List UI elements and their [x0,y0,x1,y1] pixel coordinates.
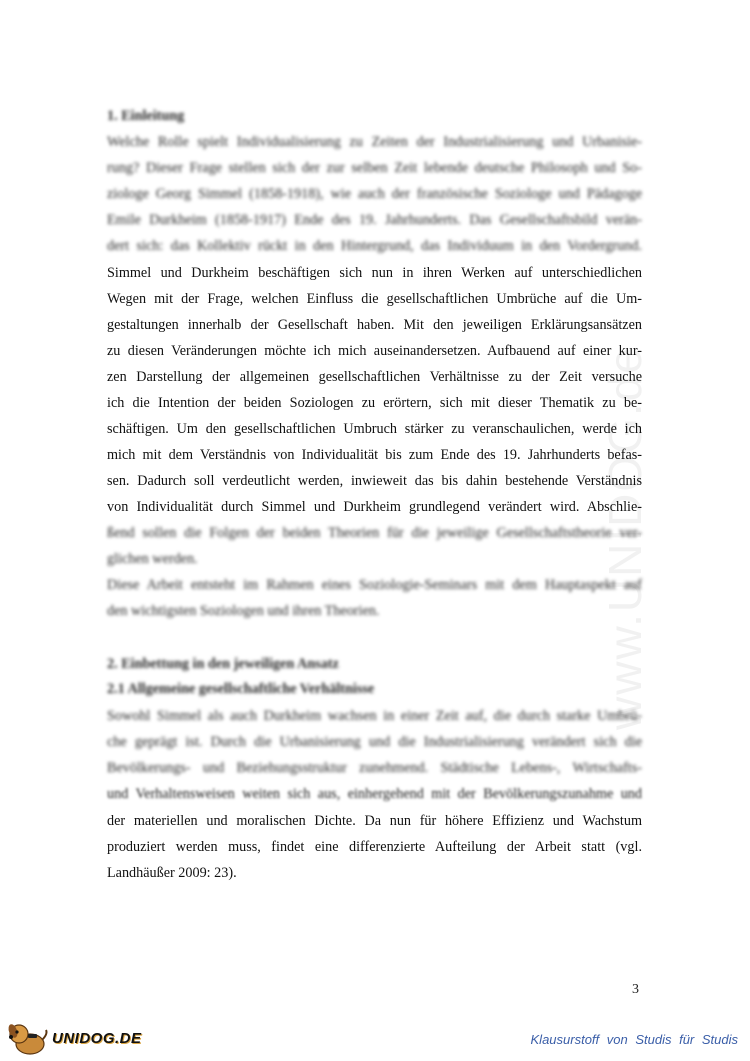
paragraph-line: rung? Dieser Frage stellen sich der zur selben Zeit lebende deutsche Philosoph und So- [107,160,642,176]
paragraph-line: Emile Durkheim (1858-1917) Ende des 19. Jahrhunderts. Das Gesellschaftsbild verän- [107,212,642,228]
paragraph-line: sen. Dadurch soll verdeutlicht werden, inwieweit das bis dahin bestehende Verständnis [107,473,642,489]
section-2-heading: 2. Einbettung in den jeweiligen Ansatz [107,656,339,672]
unidog-logo[interactable] [6,1022,142,1054]
paragraph-line: schäftigen. Um den gesellschaftlichen Umbruch stärker zu veranschaulichen, werde ich [107,421,642,437]
paragraph-line: von Individualität durch Simmel und Durkheim grundlegend verändert wird. Abschlie- [107,499,642,515]
paragraph-line: produziert werden muss, findet eine differenzierte Aufteilung der Arbeit statt (vgl. [107,839,642,855]
paragraph-line: Diese Arbeit entsteht im Rahmen eines Soziologie-Seminars mit dem Hauptaspekt auf [107,577,642,593]
paragraph-line: gestaltungen innerhalb der Gesellschaft haben. Mit den jeweiligen Erklärungsansätzen [107,317,642,333]
paragraph-line: ziologe Georg Simmel (1858-1918), wie auch der französische Soziologe und Pädagoge [107,186,642,202]
paragraph-line: der materiellen und moralischen Dichte. Da nun für höhere Effizienz und Wachstum [107,813,642,829]
paragraph-line: zen Darstellung der allgemeinen gesellschaftlichen Verhältnisse zu der Zeit versuche [107,369,642,385]
section-2-1-subheading: 2.1 Allgemeine gesellschaftliche Verhältnisse [107,681,375,697]
logo-text: UNIDOG.DE [52,1029,142,1047]
paragraph-line: Welche Rolle spielt Individualisierung zu Zeiten der Industrialisierung und Urbanisie- [107,134,642,150]
dog-mascot-icon [6,1020,50,1056]
paragraph-line: dert sich: das Kollektiv rückt in den Hintergrund, das Individuum in den Vordergrund. [107,238,642,254]
paragraph-line: che geprägt ist. Durch die Urbanisierung und die Industrialisierung verändert sich die [107,734,642,750]
paragraph-line: den wichtigsten Soziologen und ihren Theorien. [107,603,380,619]
watermark: www.UNIDOG.de [599,346,651,730]
paragraph-line: Wegen mit der Frage, welchen Einfluss die gesellschaftlichen Umbrüche auf die Um- [107,291,642,307]
paragraph-line: Sowohl Simmel als auch Durkheim wachsen in einer Zeit auf, die durch starke Umbrü- [107,708,642,724]
paragraph-line: ßend sollen die Folgen der beiden Theorien für die jeweilige Gesellschaftstheorie ver- [107,525,642,541]
page-number: 3 [632,982,639,997]
paragraph-line: mich mit dem Verständnis von Individualität bis zum Ende des 19. Jahrhunderts befas- [107,447,642,463]
paragraph-line: glichen werden. [107,551,198,567]
paragraph-line: Simmel und Durkheim beschäftigen sich nun in ihren Werken auf unterschiedlichen [107,265,642,281]
footer-tagline: Klausurstoff von Studis für Studis [530,1032,738,1047]
paragraph-line: und Verhaltensweisen weiten sich aus, einhergehend mit der Bevölkerungszunahme und [107,786,642,802]
paragraph-line: Bevölkerungs- und Beziehungsstruktur zunehmend. Städtische Lebens-, Wirtschafts- [107,760,642,776]
paragraph-line: ich die Intention der beiden Soziologen zu erörtern, sich mit dieser Thematik zu be- [107,395,642,411]
section-1-heading: 1. Einleitung [107,108,185,124]
paragraph-line: Landhäußer 2009: 23). [107,865,237,881]
paragraph-line: zu diesen Veränderungen möchte ich mich auseinandersetzen. Aufbauend auf einer kur- [107,343,642,359]
